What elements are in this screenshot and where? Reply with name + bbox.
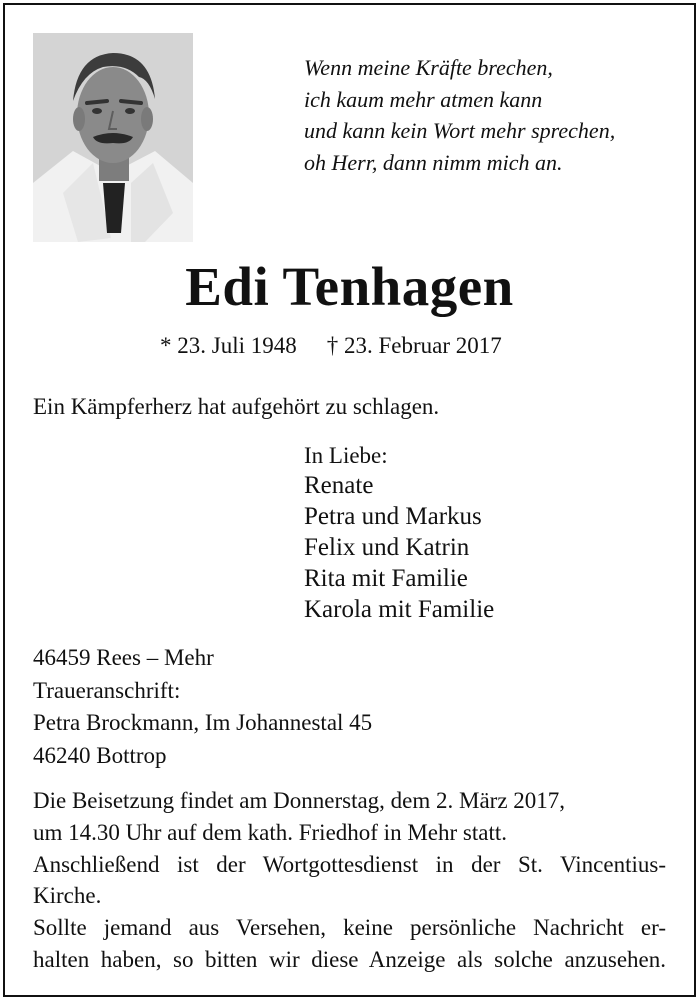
portrait-photo — [33, 33, 193, 242]
address-line: Petra Brockmann, Im Johannestal 45 — [33, 710, 373, 735]
poem-line: ich kaum mehr atmen kann — [304, 86, 543, 112]
address-line: 46459 Rees – Mehr — [33, 645, 214, 670]
poem-line: und kann kein Wort mehr sprechen, — [304, 118, 616, 143]
portrait-image — [33, 33, 193, 242]
deceased-name: Edi Tenhagen — [185, 256, 514, 317]
mourner-item: Petra und Markus — [304, 503, 482, 530]
funeral-line: halten haben, so bitten wir diese Anzeige als solche anzusehen. — [33, 946, 666, 972]
mourner-item: Karola mit Familie — [304, 596, 495, 623]
poem — [304, 52, 615, 178]
mourners-list — [304, 470, 494, 625]
funeral-info — [33, 785, 666, 976]
death-date: † 23. Februar 2017 — [326, 333, 502, 358]
address-line: Traueranschrift: — [33, 677, 181, 703]
poem-line: oh Herr, dann nimm mich an. — [304, 149, 563, 175]
life-dates — [160, 330, 502, 362]
funeral-line: Anschließend ist der Wortgottesdienst in der St. Vincentius- — [33, 851, 666, 877]
funeral-line: Die Beisetzung findet am Donnerstag, dem 2. März 2017, — [33, 788, 566, 813]
intro-text: Ein Kämpferherz hat aufgehört zu schlagen. — [33, 394, 440, 419]
in-liebe-text: In Liebe: — [304, 443, 388, 468]
poem-line: Wenn meine Kräfte brechen, — [304, 55, 553, 80]
birth-date: * 23. Juli 1948 — [160, 333, 297, 358]
funeral-line: um 14.30 Uhr auf dem kath. Friedhof in Mehr statt. — [33, 819, 507, 845]
funeral-line: Kirche. — [33, 883, 102, 909]
mourner-item: Felix und Katrin — [304, 534, 470, 561]
mourner-item: Rita mit Familie — [304, 565, 468, 592]
in-liebe-label — [304, 441, 388, 471]
address-block — [33, 642, 372, 772]
address-line: 46240 Bottrop — [33, 742, 167, 768]
funeral-line: Sollte jemand aus Versehen, keine persönliche Nachricht er- — [33, 915, 666, 941]
mourner-item: Renate — [304, 472, 374, 499]
